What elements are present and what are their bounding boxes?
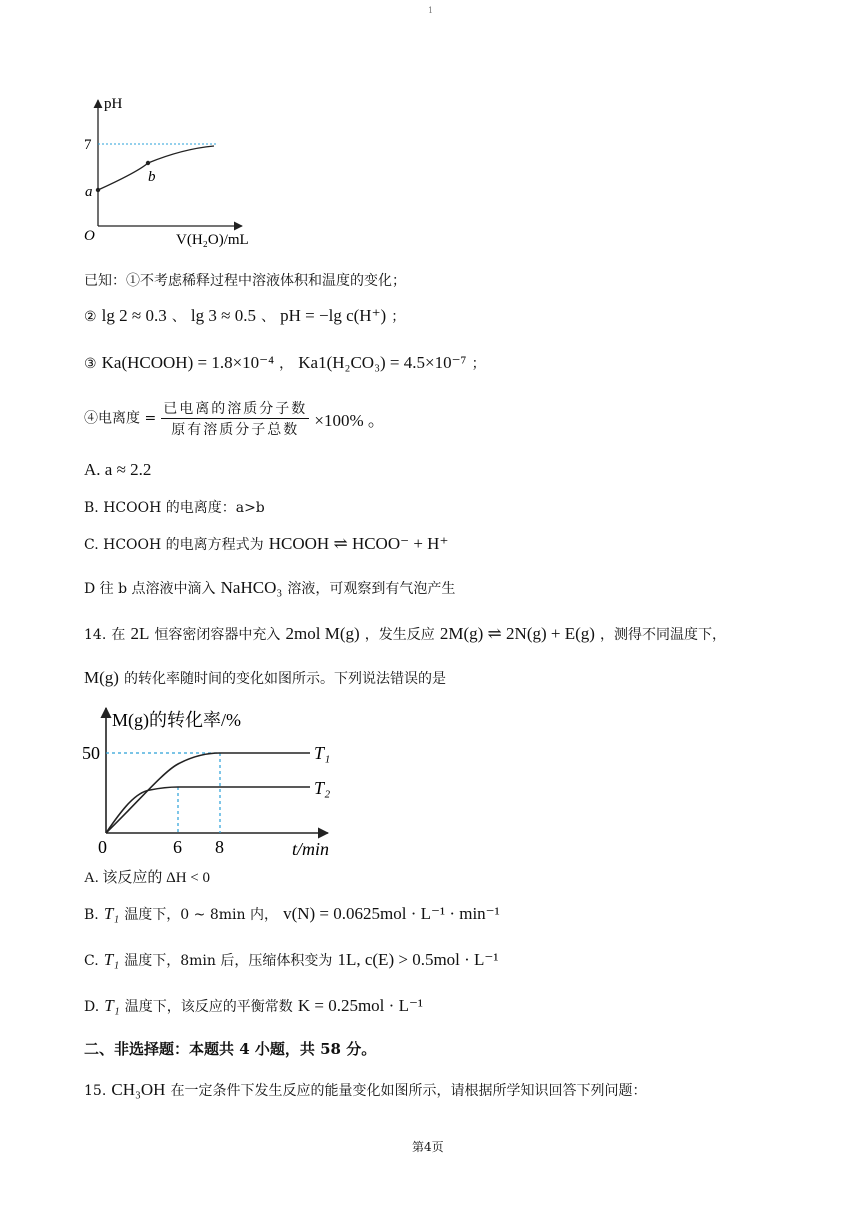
q14-option-b-rate: v(N) = 0.0625mol · L⁻¹ · min⁻¹	[283, 904, 500, 923]
hcooh-ionization-eq: HCOOH ⇌ HCOO⁻ + H⁺	[268, 534, 449, 553]
x-tick-0: 0	[98, 837, 107, 857]
q13-option-b: B. HCOOH 的电离度：a>b	[84, 500, 265, 516]
q13-option-d-text2: 溶液，可观察到有气泡产生	[287, 581, 456, 597]
series-t2-label: T₂	[314, 778, 331, 798]
fraction-denominator: 原有溶质分子总数	[171, 422, 300, 438]
ka1-h2co3: Ka1(H₂CO₃) = 4.5×10⁻⁷	[298, 353, 467, 372]
known-item-3-prefix: ③	[84, 356, 97, 372]
known-item-2-prefix: ②	[84, 309, 97, 325]
q14-option-c-letter: C.	[84, 953, 99, 969]
ph-curve	[98, 146, 214, 190]
q14-option-b-temp: T₁	[103, 904, 120, 923]
q14-option-c	[84, 950, 499, 971]
q14-text-d: ，测得不同温度下，	[600, 627, 727, 643]
q14-number: 14.	[84, 627, 107, 643]
q14-text-b: 恒容密闭容器中充入	[154, 627, 281, 643]
q14-stem-line1	[84, 624, 726, 645]
q14-option-c-temp: T₁	[103, 950, 120, 969]
q15-text: 在一定条件下发生反应的能量变化如图所示，请根据所学知识回答下列问题：	[170, 1083, 647, 1099]
lg2-expr: lg 2 ≈ 0.3	[101, 306, 167, 325]
fraction-numerator: 已电离的溶质分子数	[161, 398, 309, 419]
q14-text-e: 的转化率随时间的变化如图所示。下列说法错误的是	[124, 671, 447, 687]
q13-option-a: A. a ≈ 2.2	[84, 460, 152, 479]
q14-stem-line2	[84, 668, 446, 689]
q14-mg: M(g)	[84, 668, 119, 687]
q15-number: 15.	[84, 1083, 107, 1099]
point-b	[146, 161, 150, 165]
q14-option-d-temp: T₁	[104, 996, 120, 1015]
y-tick-50: 50	[82, 743, 100, 763]
nahco3-formula: NaHCO₃	[220, 578, 283, 597]
ka-hcooh: Ka(HCOOH) = 1.8×10⁻⁴	[101, 353, 275, 372]
q14-option-d-letter: D.	[84, 999, 100, 1015]
known-item-3-sep: ，	[279, 356, 294, 372]
page-number: 第4页	[412, 1140, 444, 1154]
known-item-4-suffix: ×100% 。	[314, 411, 385, 430]
section-2-title: 二、非选择题：本题共 4 小题，共 58 分。	[84, 1040, 377, 1058]
q13-option-c-text: C. HCOOH 的电离方程式为	[84, 537, 264, 553]
known-intro: 已知：①不考虑稀释过程中溶液体积和温度的变化；	[84, 273, 406, 289]
page-marker: 1	[428, 6, 434, 15]
q14-option-d	[84, 996, 423, 1017]
known-item-2-sep1: 、	[171, 309, 186, 325]
x-axis-label: t/min	[292, 839, 330, 859]
q13-option-c	[84, 534, 448, 555]
series-t1-curve	[106, 753, 310, 833]
known-item-2-end: ；	[391, 309, 406, 325]
origin-label: O	[84, 228, 95, 244]
known-item-2-sep2: 、	[261, 309, 276, 325]
known-item-3	[84, 353, 486, 374]
x-axis-label: V(H₂O)/mL	[176, 232, 249, 248]
q14-option-c-expr: 1L, c(E) > 0.5mol · L⁻¹	[337, 950, 499, 969]
series-t2-curve	[106, 787, 310, 833]
q14-option-b-letter: B.	[84, 907, 99, 923]
q14-option-b-text: 温度下，0 ~ 8min 内，	[124, 907, 278, 923]
q14-amount: 2mol M(g)	[285, 624, 360, 643]
q14-reaction-eq: 2M(g) ⇌ 2N(g) + E(g)	[439, 624, 595, 643]
x-tick-6: 6	[173, 837, 182, 857]
point-a-label: a	[85, 184, 93, 200]
point-a	[96, 188, 100, 192]
q14-text-c: ，发生反应	[364, 627, 435, 643]
ionization-fraction	[161, 398, 309, 439]
y-axis-label: pH	[104, 96, 123, 112]
series-t1-label: T₁	[314, 743, 331, 763]
q14-option-c-text: 温度下，8min 后，压缩体积变为	[124, 953, 333, 969]
ph-definition: pH = −lg c(H⁺)	[280, 306, 387, 325]
q13-option-d	[84, 578, 455, 599]
q13-option-d-text1: D 往 b 点溶液中滴入	[84, 581, 216, 597]
known-item-4	[84, 398, 385, 439]
x-tick-8: 8	[215, 837, 224, 857]
known-item-3-end: ；	[471, 356, 486, 372]
q14-option-a: A. 该反应的 ΔH < 0	[84, 870, 211, 886]
lg3-expr: lg 3 ≈ 0.5	[190, 306, 256, 325]
y-tick-7: 7	[84, 137, 92, 153]
q14-volume: 2L	[130, 624, 150, 643]
q14-text-a: 在	[111, 627, 126, 643]
known-item-2	[84, 306, 405, 327]
q15-stem	[84, 1080, 647, 1101]
known-item-4-prefix: ④电离度 =	[84, 410, 157, 427]
conversion-figure	[78, 702, 348, 862]
y-axis-label: M(g)的转化率/%	[112, 710, 241, 730]
q15-ch3oh: CH₃OH	[111, 1080, 166, 1099]
q14-option-d-k: K = 0.25mol · L⁻¹	[297, 996, 424, 1015]
q14-option-b	[84, 904, 500, 925]
point-b-label: b	[148, 169, 156, 185]
q14-option-d-text: 温度下，该反应的平衡常数	[124, 999, 293, 1015]
ph-dilution-figure	[80, 92, 280, 252]
